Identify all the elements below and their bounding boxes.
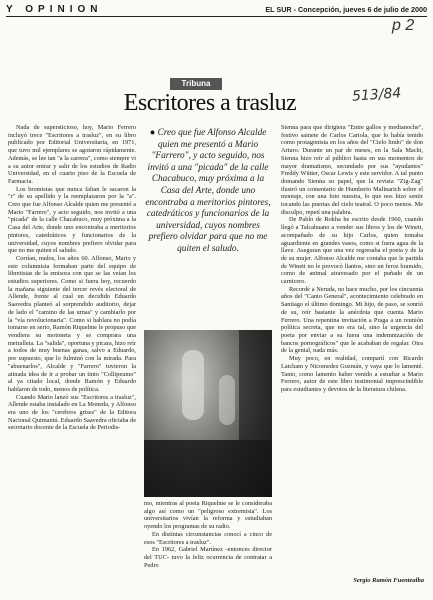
paragraph: De Pablo de Rokha he escrito desde 1960, cuando llegó a Talcahuano a vender sus libros y los de Winett, acompañado de su hijo Carlos, quien tomaba aguardiente en grandes vasos, como si fuera agua de la llave. Aseguran que una vez regresaba el poeta y de la de su mujer. Alfonso Alcalde me contaba que le partida de Winett no le provocó llantos, sino un feroz bramido, como de animal atravesado por el puñado de un carnicero. — [281, 216, 423, 286]
dateline: EL SUR - Concepción, jueves 6 de julio de 2000 — [265, 4, 427, 14]
bullet-icon: ● — [149, 128, 158, 138]
photo-highlight — [219, 375, 235, 425]
photo-highlight — [182, 350, 204, 420]
handwritten-page-note: p 2 — [392, 17, 415, 34]
paragraph: Muy poco, en realidad, compartí con Ricardo Latcham y Nicomedes Guzmán, y vaya que lo lamenté. Tanto, como lamento haber venido a estudiar a Mario Ferrero, autor de este libro testimonial imprescindible para estudiantes y devotos de la literatura chilena. — [281, 355, 423, 393]
pull-quote-text: Creo que fue Alfonso Alcalde quien me presentó a Mario "Farrero", y acto seguido, nos invitó a una "picada" de la calle Chacabuco, muy próxima a la Casa del Arte, donde uno encontraba a meritorios pintores, catedráticos y funcionarios de la universidad, cuyos nombres prefiero olvidar para que no me quiten el saludo. — [145, 128, 271, 254]
photo-shadow — [239, 330, 272, 440]
handwritten-reference: 513/84 — [351, 85, 402, 105]
paragraph: Sienna para que dirigiera "Entre gallos y medianoche", festivo sainete de Carlos Cariola, que lo había tenido como protagonista en los años del "Cielo lindo" de don Arturo. Durante un par de meses, en la Sala Machi, Sienna hizo reír al público hasta en sus momentos de mayor dramatismo, secundado por sus "ayudantes" Freddy Wütter, Oscar Lewis y este servidor. A tal punto domando Sienna su papel, que la revista "Zig-Zag" ilustró un comentario de Humberto Malinarich sobre el montaje, con una foto nuestra, lo que nos hizo sentir tocando las puertas del cielo teatral. O poco menos. Me disculpo, repetí una palabra. — [281, 124, 423, 216]
paragraph: Corrían, nudos, los años 60. Alfonso, Mario y este columnista formaban parte del equipo de libretistas de la emisora con que se las veían los estudios superiores. Como si fuera hoy, recuerdo la mañana siguiente del tercer revés electoral de Allende, frente al cual un decidido Eduardo Saavedra planteó al sorprendido auditorio, dejar de lado el "camino de las urnas" y cambiarlo por la "vía revolucionaria". Como si hablara no podía tomarse en serio, Ramón Riquelme le propuso que vendiera su motoneta y se comprara una metralleta. La "salida", oportuna y picara, hizo reír a todos de muy buenas ganas, salvo a Eduardo, por supuesto, que lo fulminó con la mirada. Para "abuenarlos", Alcalde y "Farrero" tuvieron la atinada idea de ir a probar un tinto "Collipeumo" al ya citado local, donde Ramón y Eduardo hablaron de todo, menos de política. — [8, 254, 136, 393]
paragraph: En 1962, Gabriel Martínez -entonces director del TUC- tuvo la feliz ocurrencia de contratar a Pedro — [144, 546, 272, 569]
photo-portrait — [144, 330, 272, 497]
middle-text-column — [144, 500, 272, 590]
paragraph: Recordé a Neruda, no hace mucho, por los cincuenta años del "Canto General", acontecimiento celebrado en Santiago el último domingo. Mi hijo, de paso, se sonrió de su, reír bastante la anécdota que cuenta Mario Ferrero. Una repentina invitación a Praga a un reunión política secreta, que no era tal, sino la urgencia del poeta por enviar a su fuera una indemnización de bancos pornográficos" que le acababan de regalar. Otra de la genial, nada más. — [281, 285, 423, 355]
paragraph: Los bromistas que nunca faltan le sacaron la "r" de su apellido y la reemplazaron por la "a". Creo que fue Alfonso Alcalde quien me presentó a Mario "Farrero", y acto seguido, nos invitó a una "picada" de la calle Chacabuco, muy próxima a la Casa del Arte, donde uno encontraba a meritorios pintores, catedráticos y funcionarios de la universidad, cuyos nombres prefiero olvidar para que no me quiten el saludo. — [8, 185, 136, 255]
article-headline: Escritores a trasluz — [123, 90, 297, 116]
left-text-column — [8, 124, 136, 590]
right-text-column — [281, 124, 423, 564]
paragraph: En distintas circunstancias conocí a cinco de esos "Escritores a trasluz". — [144, 530, 272, 546]
kicker-label: Tribuna — [170, 78, 222, 90]
paragraph: Cuando Mario lanzó sus "Escritores a trasluz", Allende estaba instalado en La Moneda, y Alfonso era uno de los "cerebros grises" de la Editora Nacional Quimantú. Eduardo Saavedra oficiaba de secretario docente de la Escuela de Periodis- — [8, 393, 136, 432]
photo-shadow — [144, 440, 272, 497]
pull-quote — [144, 128, 272, 256]
section-label: Y OPINION — [6, 3, 103, 15]
paragraph: Nada de supersticioso, hoy, Mario Ferrero incluyó trece "Escritores a trasluz", en su libro publicado por Editorial Universitaria, en 1971, que tuvo mil ejemplares se agotaron rápidamente. Además, se lee tan "a la carrera", como siempre vi a su autor entrar y salir de los estudios de Radio Universidad, en el cuarto piso de la Escuela de Farmacia. — [8, 124, 136, 185]
author-byline: Sergio Ramón Fuentealba — [353, 577, 424, 584]
paragraph: mo, mientras al poeta Riquelme se le consideraba algo así como un "peligroso extremista". Los universitarios vivían la reforma y estudiaban oyendo los programas de su radio. — [144, 500, 272, 531]
page-header — [6, 2, 427, 17]
